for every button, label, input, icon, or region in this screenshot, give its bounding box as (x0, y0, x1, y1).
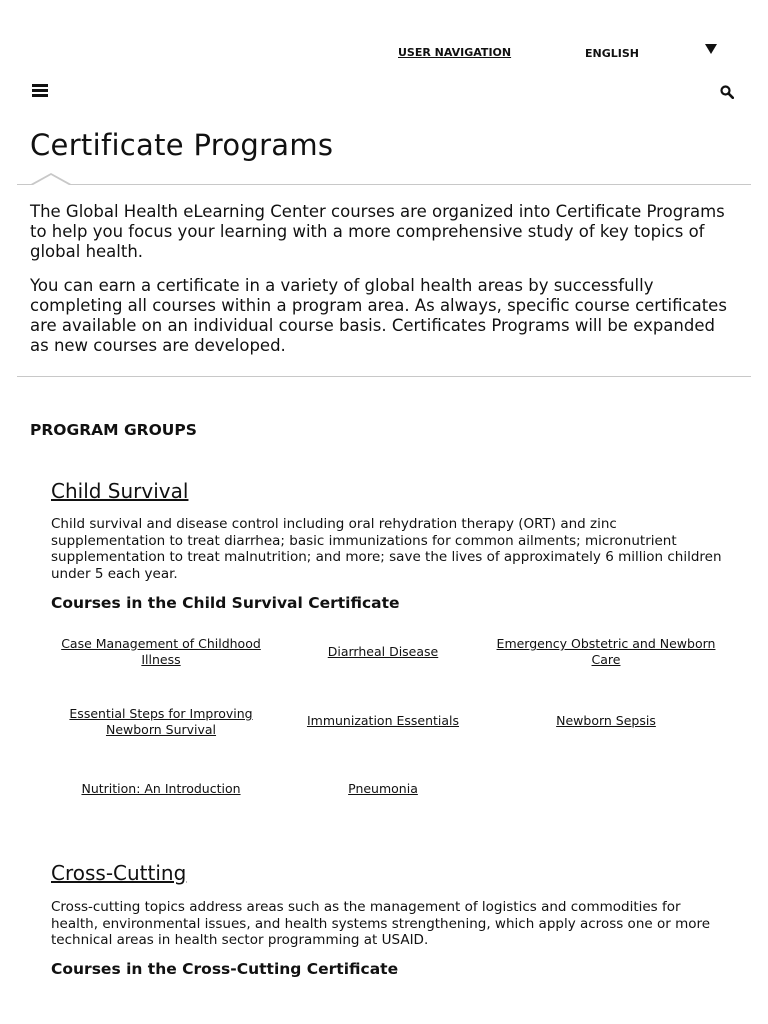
course-link-essential-steps[interactable]: Essential Steps for Improving Newborn Survival (69, 706, 253, 737)
courses-heading: Courses in the Child Survival Certificate (51, 594, 400, 612)
hamburger-menu-icon[interactable] (32, 84, 48, 97)
page-title: Certificate Programs (30, 128, 334, 162)
intro-paragraph: You can earn a certificate in a variety of global health areas by successfully completing all courses within a program area. As always, specific course certificates are available on an individual course basis. Certificates Programs will be expanded as new courses are developed. (30, 276, 727, 355)
group-title-child-survival[interactable]: Child Survival (51, 479, 189, 503)
courses-heading: Courses in the Cross-Cutting Certificate (51, 960, 399, 978)
course-link-diarrheal-disease[interactable]: Diarrheal Disease (327, 644, 439, 659)
course-link-newborn-sepsis[interactable]: Newborn Sepsis (556, 713, 656, 728)
group-title-cross-cutting[interactable]: Cross-Cutting (51, 861, 187, 885)
top-bar (0, 0, 768, 72)
program-groups-heading: PROGRAM GROUPS (30, 421, 197, 439)
group-description: Child survival and disease control including oral rehydration therapy (ORT) and zinc supplementation to treat diarrhea; basic immunizations for common ailments; micronutrient supplementation to treat malnutrition; and more; save the lives of approximately 6 million children under 5 each year. (51, 516, 722, 582)
course-link-nutrition[interactable]: Nutrition: An Introduction (81, 781, 241, 796)
course-link-emergency-obstetric[interactable]: Emergency Obstetric and Newborn Care (496, 636, 716, 667)
course-link-pneumonia[interactable]: Pneumonia (348, 781, 418, 796)
course-link-case-management[interactable]: Case Management of Childhood Illness (61, 636, 261, 667)
section-divider (17, 376, 751, 377)
group-description: Cross-cutting topics address areas such as the management of logistics and commodities for health, environmental issues, and health systems strengthening, which apply across one or more technical areas in health sector programming at USAID. (51, 899, 711, 948)
language-selector[interactable]: ENGLISH (585, 47, 639, 60)
title-divider (17, 184, 751, 185)
caret-down-icon[interactable] (705, 44, 717, 54)
user-navigation-link[interactable]: USER NAVIGATION (398, 46, 512, 59)
course-link-immunization[interactable]: Immunization Essentials (306, 713, 460, 728)
intro-paragraph: The Global Health eLearning Center courses are organized into Certificate Programs to help you focus your learning with a more comprehensive study of key topics of global health. (30, 202, 725, 261)
search-icon[interactable] (720, 85, 734, 99)
